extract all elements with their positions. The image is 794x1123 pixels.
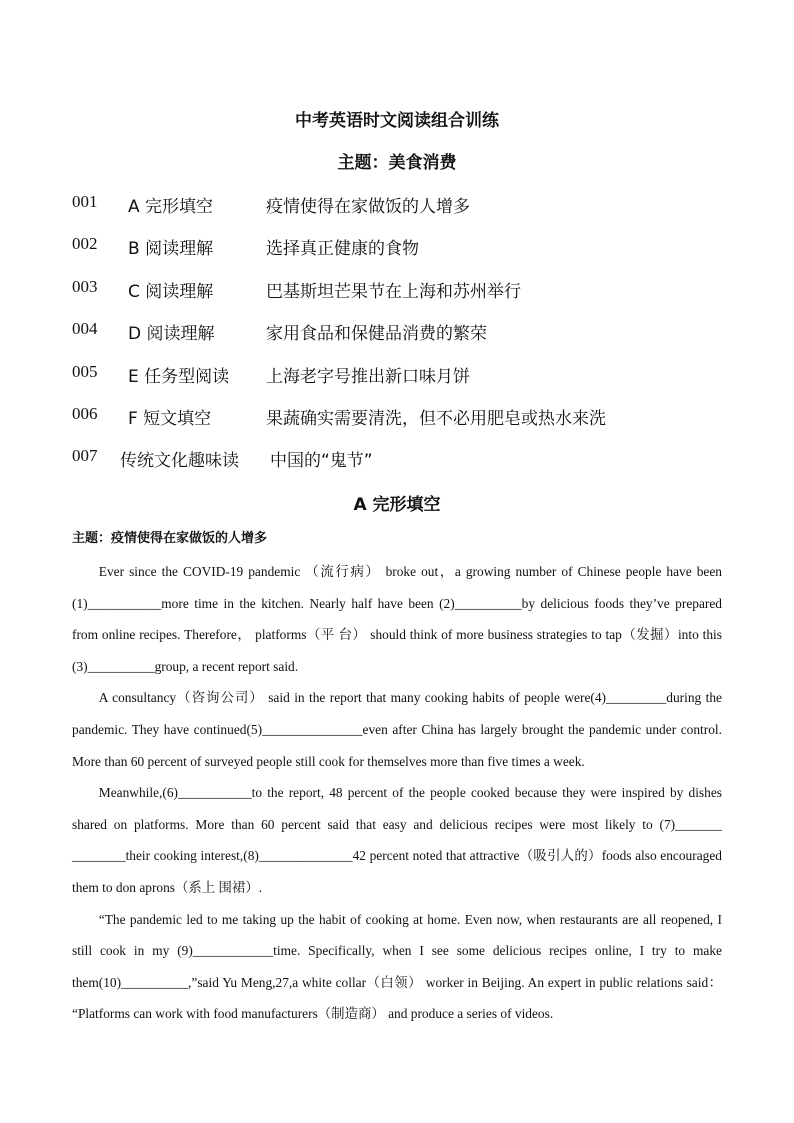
toc-row [72, 234, 762, 276]
toc-number: 001 [72, 192, 98, 211]
passage-paragraph: Meanwhile,(6)___________to the report, 48 percent of the people cooked because they were inspired by dishes shared on platforms. More than 60 percent said that easy and delicious recipes were most likely to (7)_______ ________their cooking interest,(8)______________42 percent noted that attractive（吸引人的）foods also encouraged them to don aprons（系上 围裙）. [72, 785, 722, 895]
toc-row [72, 277, 762, 319]
toc-row [72, 404, 762, 446]
section-title: A 完形填空 [353, 495, 441, 515]
passage-paragraph: Ever since the COVID-19 pandemic （流行病） broke out，a growing number of Chinese people have been (1)___________more time in the kitchen. Nearly half have been (2)__________by delicious foods they’ve prepared from online recipes. Therefore， platforms（平 台） should think of more business strategies to tap（发掘）into this (3)__________group, a recent report said. [72, 564, 722, 674]
toc-row [72, 362, 762, 404]
toc-description: 巴基斯坦芒果节在上海和苏州举行 [266, 281, 521, 302]
toc-row [72, 192, 762, 234]
toc-number: 006 [72, 403, 98, 423]
document-title: 中考英语时文阅读组合训练 [295, 111, 499, 131]
toc-number: 004 [72, 319, 98, 339]
passage-paragraph: A consultancy（咨询公司） said in the report that many cooking habits of people were(4)_________during the pandemic. They have continued(5)_______________even after China has largely brought the pandemic under control. More than 60 percent of surveyed people still cook for themselves more than five times a week. [72, 690, 722, 769]
toc-number: 003 [72, 276, 98, 296]
toc-description: 中国的“鬼节” [270, 451, 373, 472]
toc-description: 上海老字号推出新口味月饼 [266, 366, 470, 387]
section-topic: 主题：疫情使得在家做饭的人增多 [72, 531, 268, 546]
toc-type: B 阅读理解 [128, 239, 214, 260]
toc-description: 疫情使得在家做饭的人增多 [266, 197, 470, 217]
toc-row [72, 446, 762, 488]
document-subtitle: 主题：美食消费 [337, 153, 457, 173]
toc-number: 007 [72, 446, 98, 466]
toc-row [72, 319, 762, 361]
passage-paragraph: “The pandemic led to me taking up the habit of cooking at home. Even now, when restaurants are all reopened, I still cook in my (9)____________time. Specifically, when I see some delicious recipes online, I try to make them(10)__________,”said Yu Meng,27,a white collar（白领） worker in Beijing. An expert in public relations said： “Platforms can work with food manufacturers（制造商） and produce a series of videos. [72, 911, 722, 1022]
toc-type: D 阅读理解 [128, 324, 215, 345]
toc-description: 果蔬确实需要清洗，但不必用肥皂或热水来洗 [266, 408, 606, 429]
table-of-contents [72, 192, 762, 489]
toc-number: 005 [72, 361, 98, 381]
toc-type: 传统文化趣味读 [120, 451, 239, 472]
toc-type: C 阅读理解 [128, 281, 214, 302]
toc-type: F 短文填空 [128, 408, 212, 429]
toc-type: E 任务型阅读 [128, 366, 230, 387]
toc-type: A 完形填空 [128, 197, 214, 217]
toc-description: 选择真正健康的食物 [266, 239, 419, 260]
cloze-passage [72, 556, 722, 1030]
toc-number: 002 [72, 234, 98, 254]
toc-description: 家用食品和保健品消费的繁荣 [266, 324, 487, 345]
